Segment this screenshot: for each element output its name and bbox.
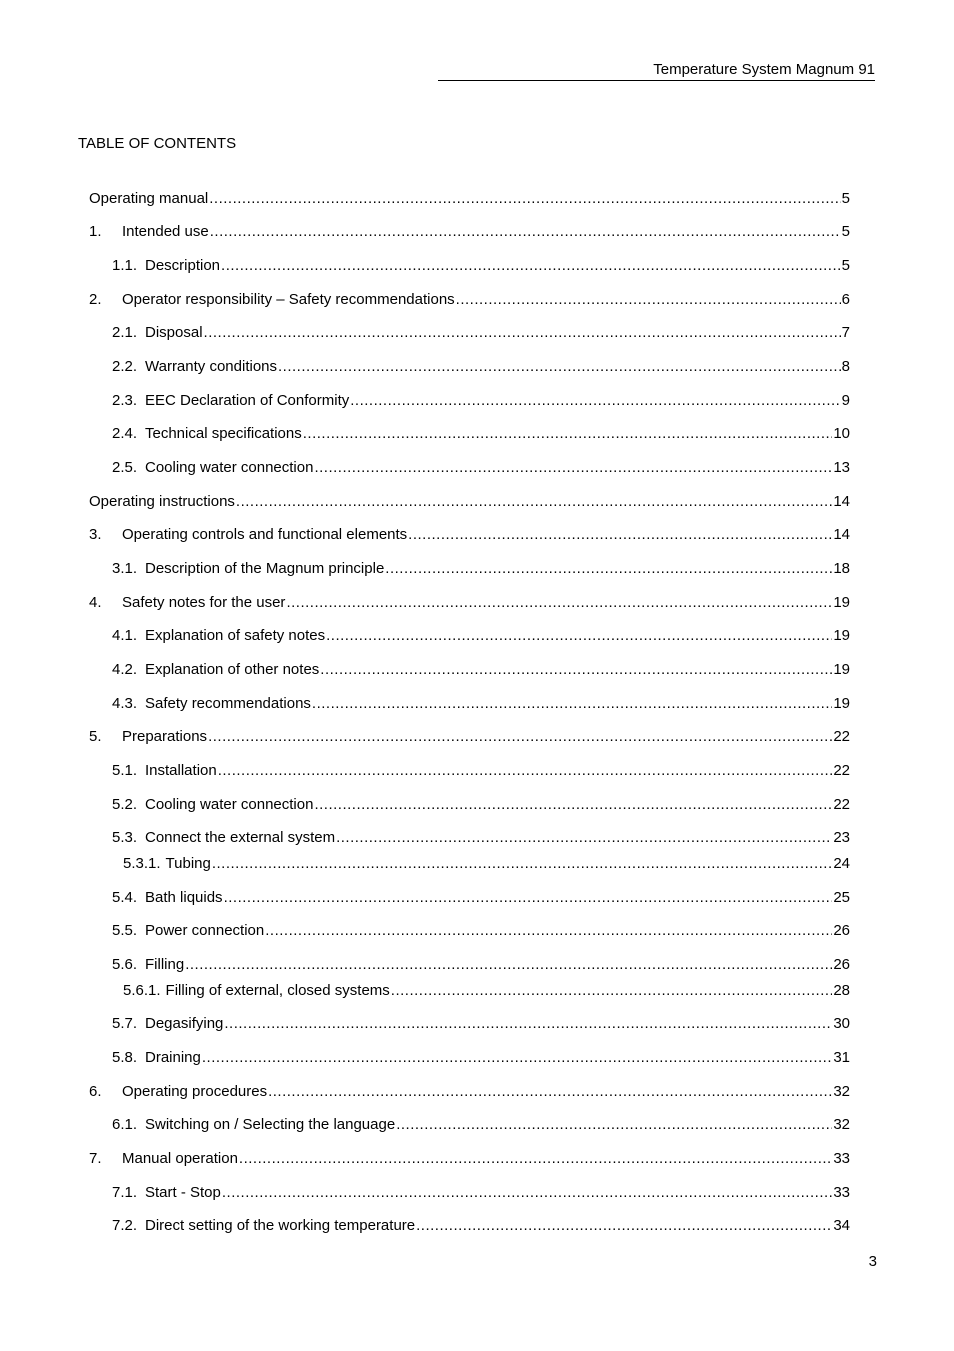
toc-entry-title: Operating procedures	[122, 1083, 268, 1100]
toc-entry[interactable]	[123, 981, 850, 1001]
toc-entry-page: 26	[833, 956, 850, 973]
toc-entry-page: 32	[833, 1083, 850, 1100]
toc-entry-number: 5.4.	[112, 889, 138, 906]
toc-dot-leader	[268, 1082, 832, 1102]
toc-entry-number: 2.5.	[112, 459, 138, 476]
toc-entry-number: 3.	[89, 526, 102, 543]
toc-dot-leader	[239, 1149, 832, 1169]
toc-dot-leader	[320, 660, 832, 680]
toc-entry-number: 2.4.	[112, 425, 138, 442]
toc-entry-title: Switching on / Selecting the language	[145, 1116, 396, 1133]
toc-entry-title: Degasifying	[145, 1015, 224, 1032]
toc-entry-title: Cooling water connection	[145, 459, 314, 476]
toc-entry-title: Explanation of other notes	[145, 661, 320, 678]
toc-entry-number: 5.3.	[112, 829, 138, 846]
toc-dot-leader	[224, 888, 833, 908]
toc-entry-page: 5	[841, 190, 850, 207]
toc-entry[interactable]	[112, 256, 850, 276]
toc-dot-leader	[221, 256, 841, 276]
toc-entry-number: 4.	[89, 594, 102, 611]
toc-entry[interactable]	[89, 1082, 850, 1102]
toc-entry-title: Connect the external system	[145, 829, 336, 846]
toc-entry-number: 4.3.	[112, 695, 138, 712]
toc-entry-page: 19	[833, 661, 850, 678]
page-number: 3	[868, 1253, 877, 1270]
toc-entry-title: Filling	[145, 956, 185, 973]
toc-entry-page: 19	[833, 594, 850, 611]
toc-dot-leader	[278, 357, 841, 377]
toc-dot-leader	[204, 323, 841, 343]
toc-entry-number: 7.2.	[112, 1217, 138, 1234]
toc-entry-page: 5	[841, 223, 850, 240]
toc-dot-leader	[385, 559, 832, 579]
toc-entry-page: 31	[833, 1049, 850, 1066]
toc-dot-leader	[212, 854, 832, 874]
toc-entry-title: Operator responsibility – Safety recommendations	[122, 291, 455, 308]
toc-entry[interactable]	[123, 854, 850, 874]
toc-entry[interactable]	[112, 626, 850, 646]
toc-entry-number: 3.1.	[112, 560, 138, 577]
toc-entry[interactable]	[112, 458, 850, 478]
toc-entry-number: 5.7.	[112, 1015, 138, 1032]
running-header: Temperature System Magnum 91	[438, 60, 875, 81]
toc-entry-number: 5.2.	[112, 796, 138, 813]
toc-entry-number: 2.3.	[112, 392, 138, 409]
toc-entry-title: Technical specifications	[145, 425, 302, 442]
toc-entry-page: 32	[833, 1116, 850, 1133]
toc-entry[interactable]	[112, 1048, 850, 1068]
toc-entry-title: EEC Declaration of Conformity	[145, 392, 350, 409]
toc-entry[interactable]	[112, 1183, 850, 1203]
toc-entry[interactable]	[112, 761, 850, 781]
toc-dot-leader	[336, 828, 832, 848]
toc-entry-number: 2.1.	[112, 324, 138, 341]
toc-entry[interactable]	[112, 1115, 850, 1135]
toc-dot-leader	[408, 525, 832, 545]
toc-entry-number: 6.	[89, 1083, 102, 1100]
toc-entry-page: 23	[833, 829, 850, 846]
toc-entry-number: 1.	[89, 223, 102, 240]
toc-entry[interactable]	[112, 1216, 850, 1236]
toc-entry-page: 10	[833, 425, 850, 442]
toc-entry-page: 22	[833, 796, 850, 813]
toc-entry-page: 14	[833, 526, 850, 543]
toc-entry-page: 9	[841, 392, 850, 409]
toc-dot-leader	[224, 1014, 832, 1034]
toc-entry-title: Manual operation	[122, 1150, 238, 1167]
toc-dot-leader	[236, 492, 832, 512]
toc-entry[interactable]	[89, 593, 850, 613]
toc-entry-page: 24	[833, 855, 850, 872]
toc-entry-title: Cooling water connection	[145, 796, 314, 813]
toc-entry[interactable]	[112, 357, 850, 377]
toc-entry[interactable]	[89, 492, 850, 512]
toc-dot-leader	[209, 189, 840, 209]
toc-dot-leader	[326, 626, 832, 646]
toc-entry[interactable]	[112, 828, 850, 848]
toc-entry-page: 25	[833, 889, 850, 906]
toc-entry-title: Operating instructions	[89, 493, 235, 510]
toc-entry[interactable]	[112, 955, 850, 975]
toc-entry-title: Tubing	[165, 855, 211, 872]
toc-entry[interactable]	[112, 391, 850, 411]
toc-entry-page: 33	[833, 1184, 850, 1201]
toc-entry-title: Description	[145, 257, 221, 274]
toc-entry-number: 1.1.	[112, 257, 138, 274]
toc-entry[interactable]	[112, 1014, 850, 1034]
toc-entry-title: Safety recommendations	[145, 695, 311, 712]
toc-entry-number: 5.3.1.	[123, 855, 161, 872]
toc-dot-leader	[286, 593, 832, 613]
toc-entry[interactable]	[112, 323, 850, 343]
toc-entry-title: Safety notes for the user	[122, 594, 286, 611]
toc-entry-title: Operating manual	[89, 190, 209, 207]
toc-entry-number: 4.2.	[112, 661, 138, 678]
toc-dot-leader	[265, 921, 832, 941]
toc-entry[interactable]	[89, 222, 850, 242]
toc-dot-leader	[210, 222, 841, 242]
toc-dot-leader	[416, 1216, 832, 1236]
toc-entry-title: Intended use	[122, 223, 209, 240]
toc-entry-page: 34	[833, 1217, 850, 1234]
toc-entry-title: Power connection	[145, 922, 265, 939]
toc-dot-leader	[350, 391, 840, 411]
toc-dot-leader	[208, 727, 832, 747]
toc-entry-title: Disposal	[145, 324, 203, 341]
toc-entry-page: 18	[833, 560, 850, 577]
toc-entry-title: Explanation of safety notes	[145, 627, 326, 644]
toc-entry-number: 5.6.1.	[123, 982, 161, 999]
toc-entry-title: Preparations	[122, 728, 208, 745]
toc-entry[interactable]	[89, 290, 850, 310]
toc-entry-page: 5	[841, 257, 850, 274]
toc-entry-title: Start - Stop	[145, 1184, 221, 1201]
toc-entry-title: Filling of external, closed systems	[165, 982, 390, 999]
toc-entry-number: 2.2.	[112, 358, 138, 375]
toc-entry-number: 6.1.	[112, 1116, 138, 1133]
toc-entry-page: 28	[833, 982, 850, 999]
toc-entry-number: 5.6.	[112, 956, 138, 973]
toc-dot-leader	[222, 1183, 832, 1203]
toc-dot-leader	[314, 795, 832, 815]
toc-entry-number: 2.	[89, 291, 102, 308]
toc-entry-page: 7	[841, 324, 850, 341]
toc-entry[interactable]	[112, 660, 850, 680]
toc-entry-page: 26	[833, 922, 850, 939]
toc-entry[interactable]	[89, 727, 850, 747]
toc-entry-title: Warranty conditions	[145, 358, 277, 375]
toc-entry-title: Installation	[145, 762, 217, 779]
toc-entry[interactable]	[89, 525, 850, 545]
toc-entry-title: Direct setting of the working temperature	[145, 1217, 416, 1234]
toc-entry-number: 7.	[89, 1150, 102, 1167]
toc-entry[interactable]	[112, 795, 850, 815]
toc-dot-leader	[202, 1048, 832, 1068]
toc-entry-number: 7.1.	[112, 1184, 138, 1201]
toc-entry-page: 30	[833, 1015, 850, 1032]
toc-entry-page: 22	[833, 728, 850, 745]
toc-dot-leader	[456, 290, 841, 310]
toc-entry-page: 19	[833, 695, 850, 712]
toc-entry[interactable]	[112, 559, 850, 579]
toc-entry-title: Draining	[145, 1049, 201, 1066]
toc-entry-page: 8	[841, 358, 850, 375]
toc-entry-title: Operating controls and functional elements	[122, 526, 408, 543]
toc-entry-page: 19	[833, 627, 850, 644]
toc-entry-number: 5.8.	[112, 1049, 138, 1066]
toc-entry[interactable]	[112, 921, 850, 941]
toc-title: TABLE OF CONTENTS	[78, 135, 237, 152]
toc-entry[interactable]	[112, 888, 850, 908]
toc-dot-leader	[185, 955, 832, 975]
toc-entry-page: 13	[833, 459, 850, 476]
toc-entry[interactable]	[112, 424, 850, 444]
toc-entry-page: 33	[833, 1150, 850, 1167]
toc-dot-leader	[218, 761, 833, 781]
toc-dot-leader	[303, 424, 833, 444]
toc-entry-page: 22	[833, 762, 850, 779]
toc-entry[interactable]	[89, 1149, 850, 1169]
toc-dot-leader	[396, 1115, 832, 1135]
toc-entry-page: 6	[841, 291, 850, 308]
toc-entry[interactable]	[112, 694, 850, 714]
toc-entry-title: Bath liquids	[145, 889, 223, 906]
toc-entry-number: 5.	[89, 728, 102, 745]
toc-entry[interactable]	[89, 189, 850, 209]
toc-dot-leader	[312, 694, 832, 714]
toc-dot-leader	[391, 981, 833, 1001]
toc-entry-number: 5.5.	[112, 922, 138, 939]
toc-dot-leader	[314, 458, 832, 478]
toc-entry-number: 4.1.	[112, 627, 138, 644]
toc-entry-page: 14	[833, 493, 850, 510]
toc-entry-title: Description of the Magnum principle	[145, 560, 385, 577]
toc-entry-number: 5.1.	[112, 762, 138, 779]
